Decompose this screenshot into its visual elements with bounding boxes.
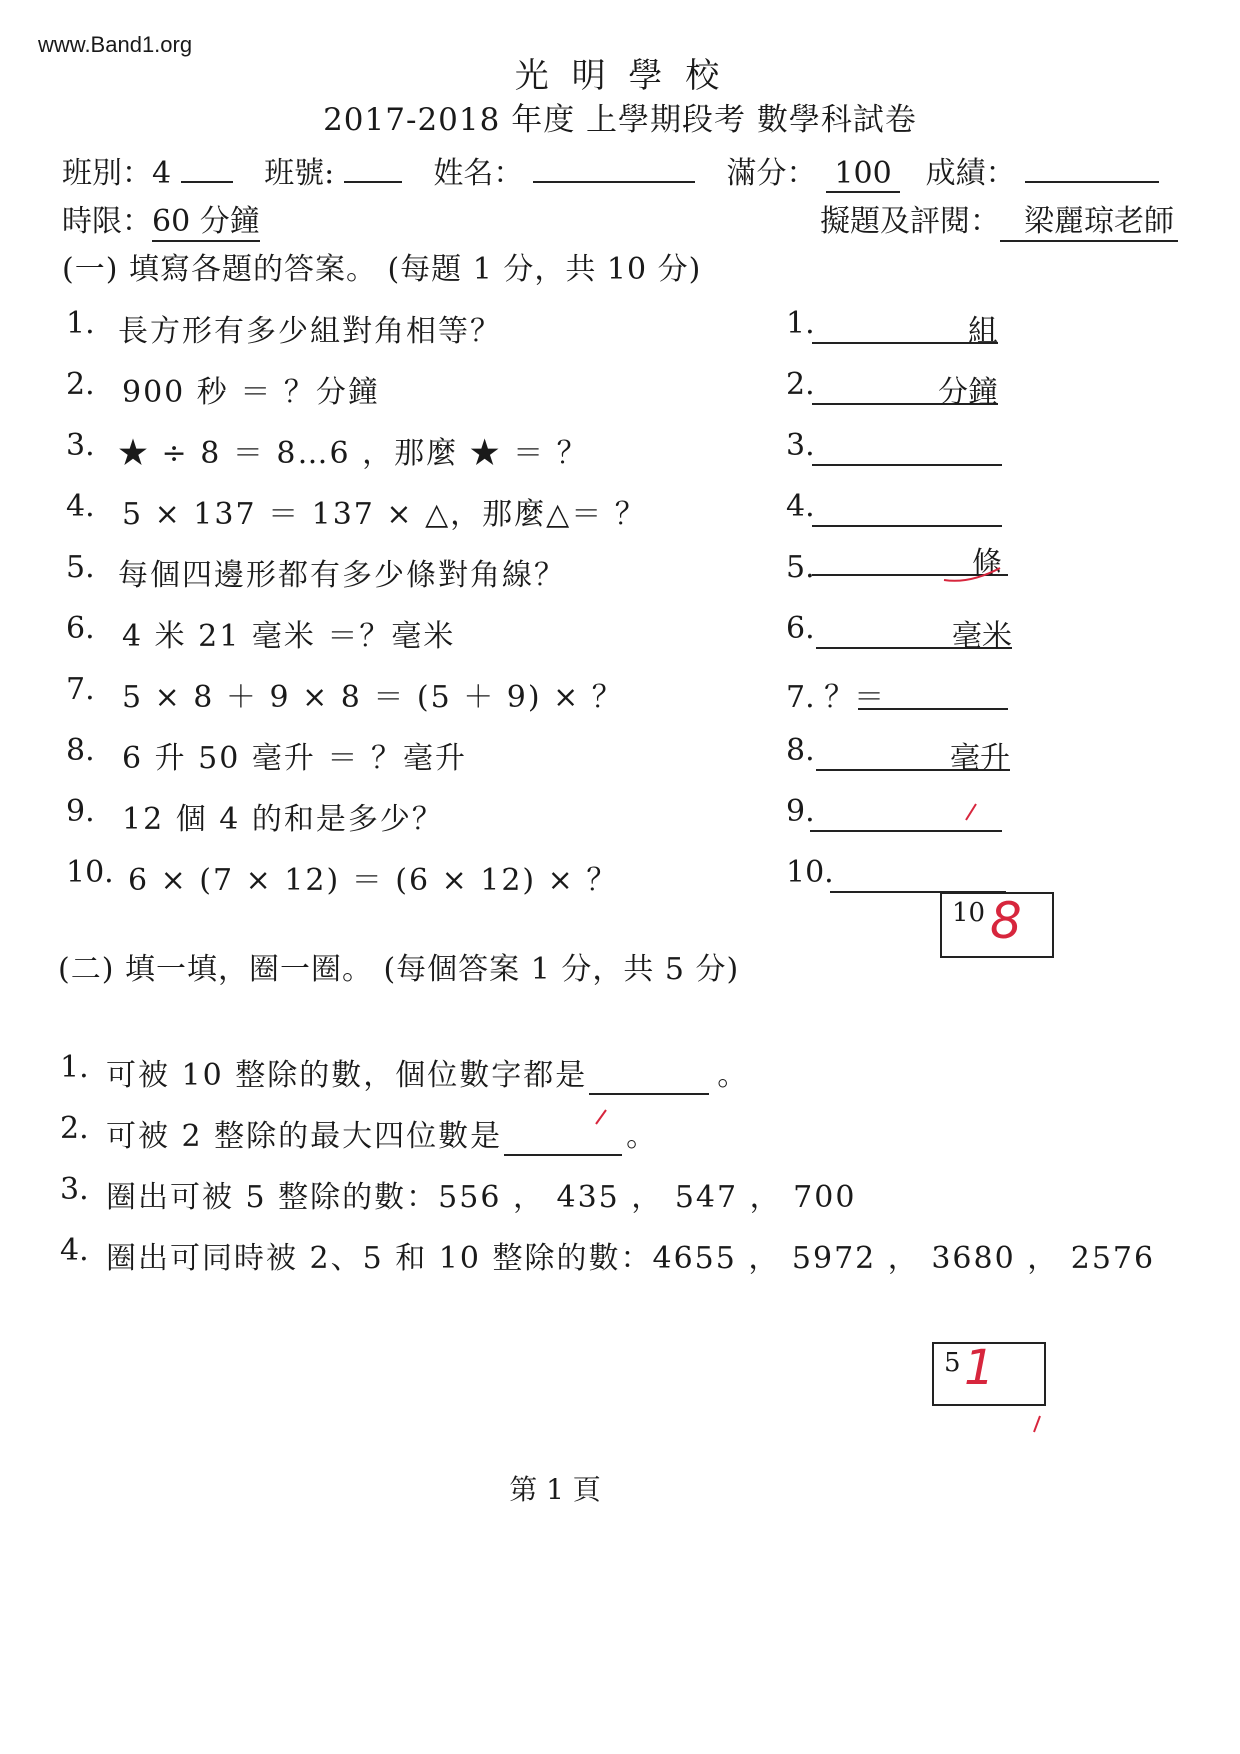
question-text: 長方形有多少組對角相等？ — [118, 314, 502, 349]
answer-blank[interactable] — [786, 672, 1008, 715]
class-blank — [181, 181, 233, 183]
question-text — [106, 1050, 749, 1095]
answer-number: 4. — [786, 489, 815, 524]
question-number: 2. — [60, 1111, 89, 1146]
question-number: 1. — [60, 1050, 89, 1085]
answer-blank[interactable] — [786, 367, 998, 410]
question-text: 每個四邊形都有多少條對角線？ — [118, 558, 566, 593]
question-body: 可被 10 整除的數，個位數字都是 — [106, 1058, 588, 1093]
score-max: 5 — [944, 1348, 961, 1378]
question-number: 6. — [66, 611, 95, 646]
answer-number: 1. — [786, 306, 815, 341]
question-number: 3. — [60, 1172, 89, 1207]
answer-blank[interactable] — [786, 794, 1002, 834]
score-got: 1 — [964, 1340, 995, 1396]
section1-score-box — [940, 892, 1054, 958]
setter-label: 擬題及評閱： — [820, 204, 1000, 239]
setter-value: 梁麗琼老師 — [1000, 196, 1178, 242]
full-marks-value: 100 — [826, 156, 900, 193]
question-tail: 。 — [717, 1058, 750, 1093]
full-marks-label: 滿分： — [726, 156, 817, 191]
answer-blank[interactable] — [786, 428, 1002, 468]
question-text: 900 秒 ＝ ？分鐘 — [122, 375, 380, 410]
answer-unit: 條 — [972, 546, 1002, 581]
answer-blank[interactable] — [589, 1058, 709, 1095]
answer-blank[interactable] — [786, 538, 1008, 585]
answer-blank[interactable] — [786, 489, 1002, 529]
answer-number: 8. — [786, 733, 815, 768]
question-number: 8. — [66, 733, 95, 768]
question-text: 4 米 21 毫米 ＝？毫米 — [122, 619, 456, 654]
answer-number: 3. — [786, 428, 815, 463]
number-label: 班號: — [264, 156, 335, 191]
question-number: 4. — [60, 1233, 89, 1268]
section2-score-box — [932, 1342, 1046, 1406]
question-text: 12 個 4 的和是多少？ — [122, 802, 444, 837]
question-number: 7. — [66, 672, 95, 707]
time-value: 60 分鐘 — [152, 196, 260, 242]
school-name: 光 明 學 校 — [514, 56, 726, 96]
answer-unit: 毫升 — [950, 741, 1010, 776]
class-value: 4 — [152, 156, 172, 191]
question-number: 9. — [66, 794, 95, 829]
question-number: 1. — [66, 306, 95, 341]
section1-title: (一) 填寫各題的答案。 (每題 1 分，共 10 分) — [62, 252, 702, 287]
name-label: 姓名： — [433, 156, 524, 191]
score-max: 10 — [952, 898, 986, 928]
time-label: 時限： — [62, 204, 152, 239]
setter — [820, 196, 1178, 242]
answer-blank[interactable] — [786, 855, 1006, 895]
question-text — [106, 1111, 658, 1156]
answer-blank[interactable] — [786, 306, 998, 349]
answer-unit: 組 — [968, 314, 998, 349]
score-label: 成績： — [925, 156, 1016, 191]
question-text: 6 升 50 毫升 ＝ ？毫升 — [122, 741, 467, 776]
question-number: 5. — [66, 550, 95, 585]
question-body: 可被 2 整除的最大四位數是 — [106, 1119, 503, 1154]
section2-title: (二) 填一填，圈一圈。 (每個答案 1 分，共 5 分) — [58, 952, 740, 987]
question-text: 6 × (7 × 12) ＝ (6 × 12) × ？ — [128, 863, 619, 898]
score-got: 8 — [990, 892, 1022, 950]
answer-number: 2. — [786, 367, 815, 402]
question-tail: 。 — [626, 1119, 659, 1154]
question-number: 4. — [66, 489, 95, 524]
question-text: 5 × 137 ＝ 137 × △，那麼△＝ ？ — [122, 497, 647, 532]
watermark: www.Band1.org — [38, 32, 193, 57]
class-label: 班別： — [62, 156, 152, 191]
page-number: 第 1 頁 — [509, 1473, 601, 1506]
answer-blank[interactable] — [786, 733, 1010, 776]
question-text[interactable]: 圈出可被 5 整除的數：556 ， 435 ， 547 ， 700 — [106, 1180, 857, 1215]
answer-number: 9. — [786, 794, 815, 829]
name-blank — [533, 181, 695, 183]
answer-blank[interactable] — [504, 1119, 622, 1156]
header-row-2 — [62, 196, 260, 242]
answer-unit: 分鐘 — [938, 375, 998, 410]
header-row-1 — [62, 148, 1159, 193]
answer-blank[interactable] — [786, 611, 1012, 654]
answer-number: 10. — [786, 855, 834, 890]
question-number: 10. — [66, 855, 114, 890]
exam-title: 2017-2018 年度 上學期段考 數學科試卷 — [323, 102, 917, 138]
question-text[interactable]: 圈出可同時被 2、5 和 10 整除的數：4655 ， 5972 ， 3680 ， 2576 — [106, 1241, 1156, 1276]
question-text: ★ ÷ 8 ＝ 8…6 ，那麼 ★ ＝ ？ — [118, 436, 589, 471]
answer-unit: 毫米 — [952, 619, 1012, 654]
number-blank — [344, 181, 402, 183]
question-text: 5 × 8 ＋ 9 × 8 ＝ (5 ＋ 9) × ？ — [122, 680, 624, 715]
question-number: 2. — [66, 367, 95, 402]
answer-number: 5. — [786, 550, 815, 585]
answer-number: 6. — [786, 611, 815, 646]
answer-number: 7. ？＝ — [786, 680, 885, 715]
question-number: 3. — [66, 428, 95, 463]
score-blank — [1025, 181, 1159, 183]
